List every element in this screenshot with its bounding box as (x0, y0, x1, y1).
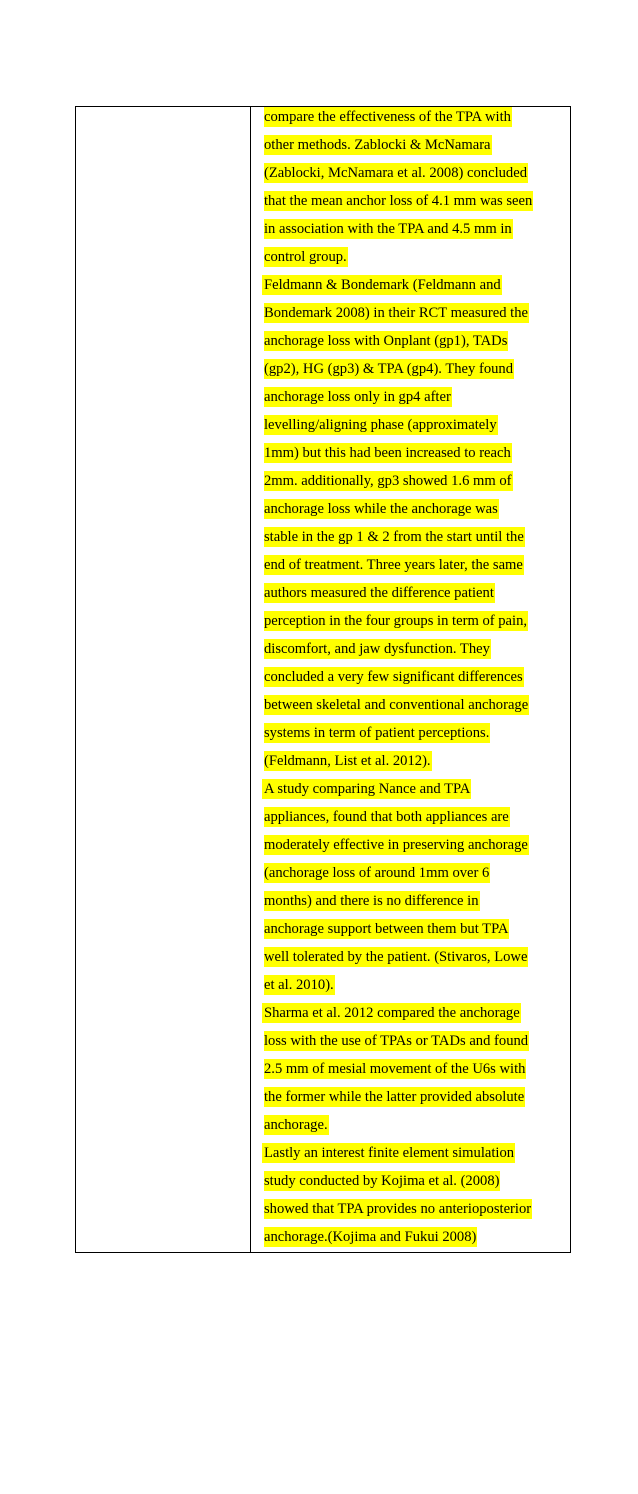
document-table (75, 106, 571, 1253)
highlighted-text: Sharma et al. 2012 compared the anchorage (264, 1005, 520, 1021)
text-line (264, 1171, 566, 1199)
highlighted-text: between skeletal and conventional anchorage (264, 697, 529, 713)
text-line (264, 471, 566, 499)
paragraph (264, 779, 566, 1003)
highlighted-text: authors measured the difference patient (264, 585, 494, 601)
highlighted-text: anchorage.(Kojima and Fukui 2008) (264, 1229, 477, 1245)
highlighted-text: 1mm) but this had been increased to reach (264, 445, 511, 461)
text-line (264, 919, 566, 947)
highlighted-text: et al. 2010). (264, 977, 334, 993)
text-line (264, 1199, 566, 1227)
highlighted-text: anchorage. (264, 1117, 328, 1133)
text-line (264, 135, 566, 163)
text-line (264, 555, 566, 583)
text-line (264, 415, 566, 443)
highlighted-text: other methods. Zablocki & McNamara (264, 137, 491, 153)
text-line (264, 499, 566, 527)
text-line (264, 779, 566, 807)
highlighted-text: anchorage support between them but TPA (264, 921, 509, 937)
text-line (264, 807, 566, 835)
highlighted-text: months) and there is no difference in (264, 893, 479, 909)
text-line (264, 1003, 566, 1031)
text-line (264, 611, 566, 639)
highlighted-text: 2.5 mm of mesial movement of the U6s with (264, 1061, 526, 1077)
text-line (264, 331, 566, 359)
text-line (264, 1227, 566, 1255)
highlighted-text: discomfort, and jaw dysfunction. They (264, 641, 490, 657)
text-line (264, 975, 566, 1003)
highlighted-text: (Zablocki, McNamara et al. 2008) concluded (264, 165, 527, 181)
highlighted-text: anchorage loss only in gp4 after (264, 389, 451, 405)
text-line (264, 387, 566, 415)
highlighted-text: Feldmann & Bondemark (Feldmann and (264, 277, 501, 293)
text-line (264, 191, 566, 219)
highlighted-text: compare the effectiveness of the TPA with (264, 109, 511, 125)
highlighted-text: study conducted by Kojima et al. (2008) (264, 1173, 500, 1189)
text-line (264, 107, 566, 135)
highlighted-text: (gp2), HG (gp3) & TPA (gp4). They found (264, 361, 514, 377)
text-line (264, 891, 566, 919)
highlighted-text: in association with the TPA and 4.5 mm in (264, 221, 512, 237)
highlighted-text: levelling/aligning phase (approximately (264, 417, 497, 433)
highlighted-text: the former while the latter provided absolute (264, 1089, 525, 1105)
highlighted-text: appliances, found that both appliances are (264, 809, 509, 825)
text-line (264, 303, 566, 331)
highlighted-text: loss with the use of TPAs or TADs and found (264, 1033, 529, 1049)
highlighted-text: perception in the four groups in term of pain, (264, 613, 528, 629)
highlighted-text: concluded a very few significant differences (264, 669, 523, 685)
text-line (264, 667, 566, 695)
text-line (264, 1143, 566, 1171)
highlighted-text: (Feldmann, List et al. 2012). (264, 753, 431, 769)
highlighted-text: A study comparing Nance and TPA (264, 781, 471, 797)
text-line (264, 275, 566, 303)
paragraph (264, 107, 566, 275)
highlighted-text: anchorage loss with Onplant (gp1), TADs (264, 333, 508, 349)
text-line (264, 1115, 566, 1143)
highlighted-text: systems in term of patient perceptions. (264, 725, 490, 741)
paragraph (264, 275, 566, 779)
highlighted-text: well tolerated by the patient. (Stivaros, Lowe (264, 949, 528, 965)
highlighted-text: showed that TPA provides no anterioposterior (264, 1201, 532, 1217)
highlighted-text: 2mm. additionally, gp3 showed 1.6 mm of (264, 473, 512, 489)
text-line (264, 723, 566, 751)
text-line (264, 695, 566, 723)
highlighted-text: stable in the gp 1 & 2 from the start until the (264, 529, 524, 545)
text-line (264, 1031, 566, 1059)
highlighted-text: end of treatment. Three years later, the same (264, 557, 523, 573)
paragraph (264, 1143, 566, 1255)
text-line (264, 639, 566, 667)
text-line (264, 527, 566, 555)
text-line (264, 163, 566, 191)
highlighted-text: control group. (264, 249, 347, 265)
highlighted-text: anchorage loss while the anchorage was (264, 501, 498, 517)
highlighted-text: moderately effective in preserving anchorage (264, 837, 528, 853)
table-left-cell (76, 107, 251, 1252)
text-line (264, 863, 566, 891)
text-line (264, 947, 566, 975)
text-line (264, 219, 566, 247)
text-line (264, 247, 566, 275)
paragraph (264, 1003, 566, 1143)
text-line (264, 835, 566, 863)
text-line (264, 1059, 566, 1087)
highlighted-text: (anchorage loss of around 1mm over 6 (264, 865, 490, 881)
highlighted-text: Bondemark 2008) in their RCT measured the (264, 305, 528, 321)
text-line (264, 1087, 566, 1115)
highlighted-text: Lastly an interest finite element simulation (264, 1145, 515, 1161)
text-line (264, 751, 566, 779)
highlighted-text: that the mean anchor loss of 4.1 mm was seen (264, 193, 533, 209)
text-line (264, 443, 566, 471)
text-line (264, 359, 566, 387)
table-right-cell (251, 107, 570, 1252)
text-line (264, 583, 566, 611)
